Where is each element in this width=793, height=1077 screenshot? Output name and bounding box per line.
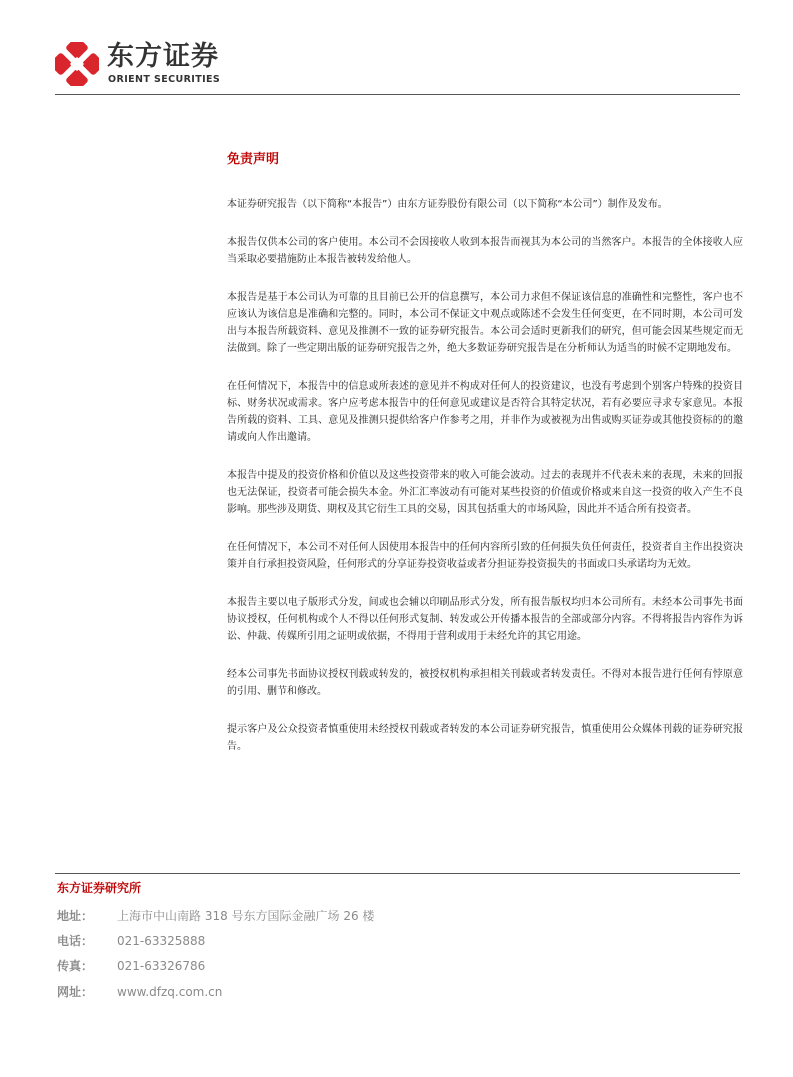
website-link[interactable]: www.dfzq.com.cn bbox=[117, 985, 223, 999]
contact-address bbox=[57, 908, 374, 924]
disclaimer-title: 免责声明 bbox=[227, 152, 280, 167]
logo-english-name: ORIENT SECURITIES bbox=[108, 74, 221, 85]
contact-phone bbox=[57, 933, 205, 949]
contact-label: 传真： bbox=[57, 959, 94, 973]
contact-label: 电话： bbox=[57, 934, 94, 948]
header-divider bbox=[55, 94, 740, 95]
disclaimer-paragraph: 本报告是基于本公司认为可靠的且目前已公开的信息撰写，本公司力求但不保证该信息的准确性和完整性，客户也不应该认为该信息是准确和完整的。同时，本公司不保证文中观点或陈述不会发生任何变更，在不同时期，本公司可发出与本报告所载资料、意见及推测不一致的证券研究报告。本公司会适时更新我们的研究，但可能会因某些规定而无法做到。除了一些定期出版的证券研究报告之外，绝大多数证券研究报告是在分析师认为适当的时候不定期地发布。 bbox=[227, 292, 743, 354]
disclaimer-paragraph: 本报告仅供本公司的客户使用。本公司不会因接收人收到本报告而视其为本公司的当然客户。本报告的全体接收人应当采取必要措施防止本报告被转发给他人。 bbox=[227, 237, 743, 265]
disclaimer-section bbox=[227, 150, 743, 776]
contact-fax bbox=[57, 958, 205, 974]
disclaimer-paragraph: 本报告中提及的投资价格和价值以及这些投资带来的收入可能会波动。过去的表现并不代表未来的表现，未来的回报也无法保证，投资者可能会损失本金。外汇汇率波动有可能对某些投资的价值或价格或来自这一投资的收入产生不良影响。那些涉及期货、期权及其它衍生工具的交易，因其包括重大的市场风险，因此并不适合所有投资者。 bbox=[227, 470, 743, 515]
disclaimer-paragraph: 提示客户及公众投资者慎重使用未经授权刊载或者转发的本公司证券研究报告，慎重使用公众媒体刊载的证券研究报告。 bbox=[227, 724, 743, 752]
footer-divider bbox=[55, 873, 740, 874]
disclaimer-paragraph: 在任何情况下，本公司不对任何人因使用本报告中的任何内容所引致的任何损失负任何责任，投资者自主作出投资决策并自行承担投资风险，任何形式的分享证券投资收益或者分担证券投资损失的书面或口头承诺均为无效。 bbox=[227, 542, 743, 570]
disclaimer-paragraph: 本证券研究报告（以下简称“本报告”）由东方证券股份有限公司（以下简称“本公司”）制作及发布。 bbox=[227, 199, 668, 210]
institute-name: 东方证券研究所 bbox=[57, 881, 142, 895]
orient-securities-logo-icon bbox=[55, 42, 99, 86]
disclaimer-paragraph: 经本公司事先书面协议授权刊载或转发的，被授权机构承担相关刊载或者转发责任。不得对本报告进行任何有悖原意的引用、删节和修改。 bbox=[227, 669, 743, 697]
contact-value: 021-63325888 bbox=[117, 934, 206, 948]
contact-website bbox=[57, 984, 222, 1000]
contact-value: 上海市中山南路 318 号东方国际金融广场 26 楼 bbox=[117, 909, 375, 923]
contact-label: 网址： bbox=[57, 985, 94, 999]
contact-value: 021-63326786 bbox=[117, 959, 206, 973]
page-header bbox=[55, 40, 740, 95]
disclaimer-paragraph: 本报告主要以电子版形式分发，间或也会辅以印刷品形式分发，所有报告版权均归本公司所有。未经本公司事先书面协议授权，任何机构或个人不得以任何形式复制、转发或公开传播本报告的全部或部分内容。不得将报告内容作为诉讼、仲裁、传媒所引用之证明或依据，不得用于营利或用于未经允许的其它用途。 bbox=[227, 597, 743, 642]
disclaimer-paragraph: 在任何情况下，本报告中的信息或所表述的意见并不构成对任何人的投资建议，也没有考虑到个别客户特殊的投资目标、财务状况或需求。客户应考虑本报告中的任何意见或建议是否符合其特定状况，若有必要应寻求专家意见。本报告所载的资料、工具、意见及推测只提供给客户作参考之用，并非作为或被视为出售或购买证券或其他投资标的的邀请或向人作出邀请。 bbox=[227, 381, 743, 443]
contact-label: 地址： bbox=[57, 909, 94, 923]
logo-chinese-name: 东方证券 bbox=[107, 41, 219, 72]
